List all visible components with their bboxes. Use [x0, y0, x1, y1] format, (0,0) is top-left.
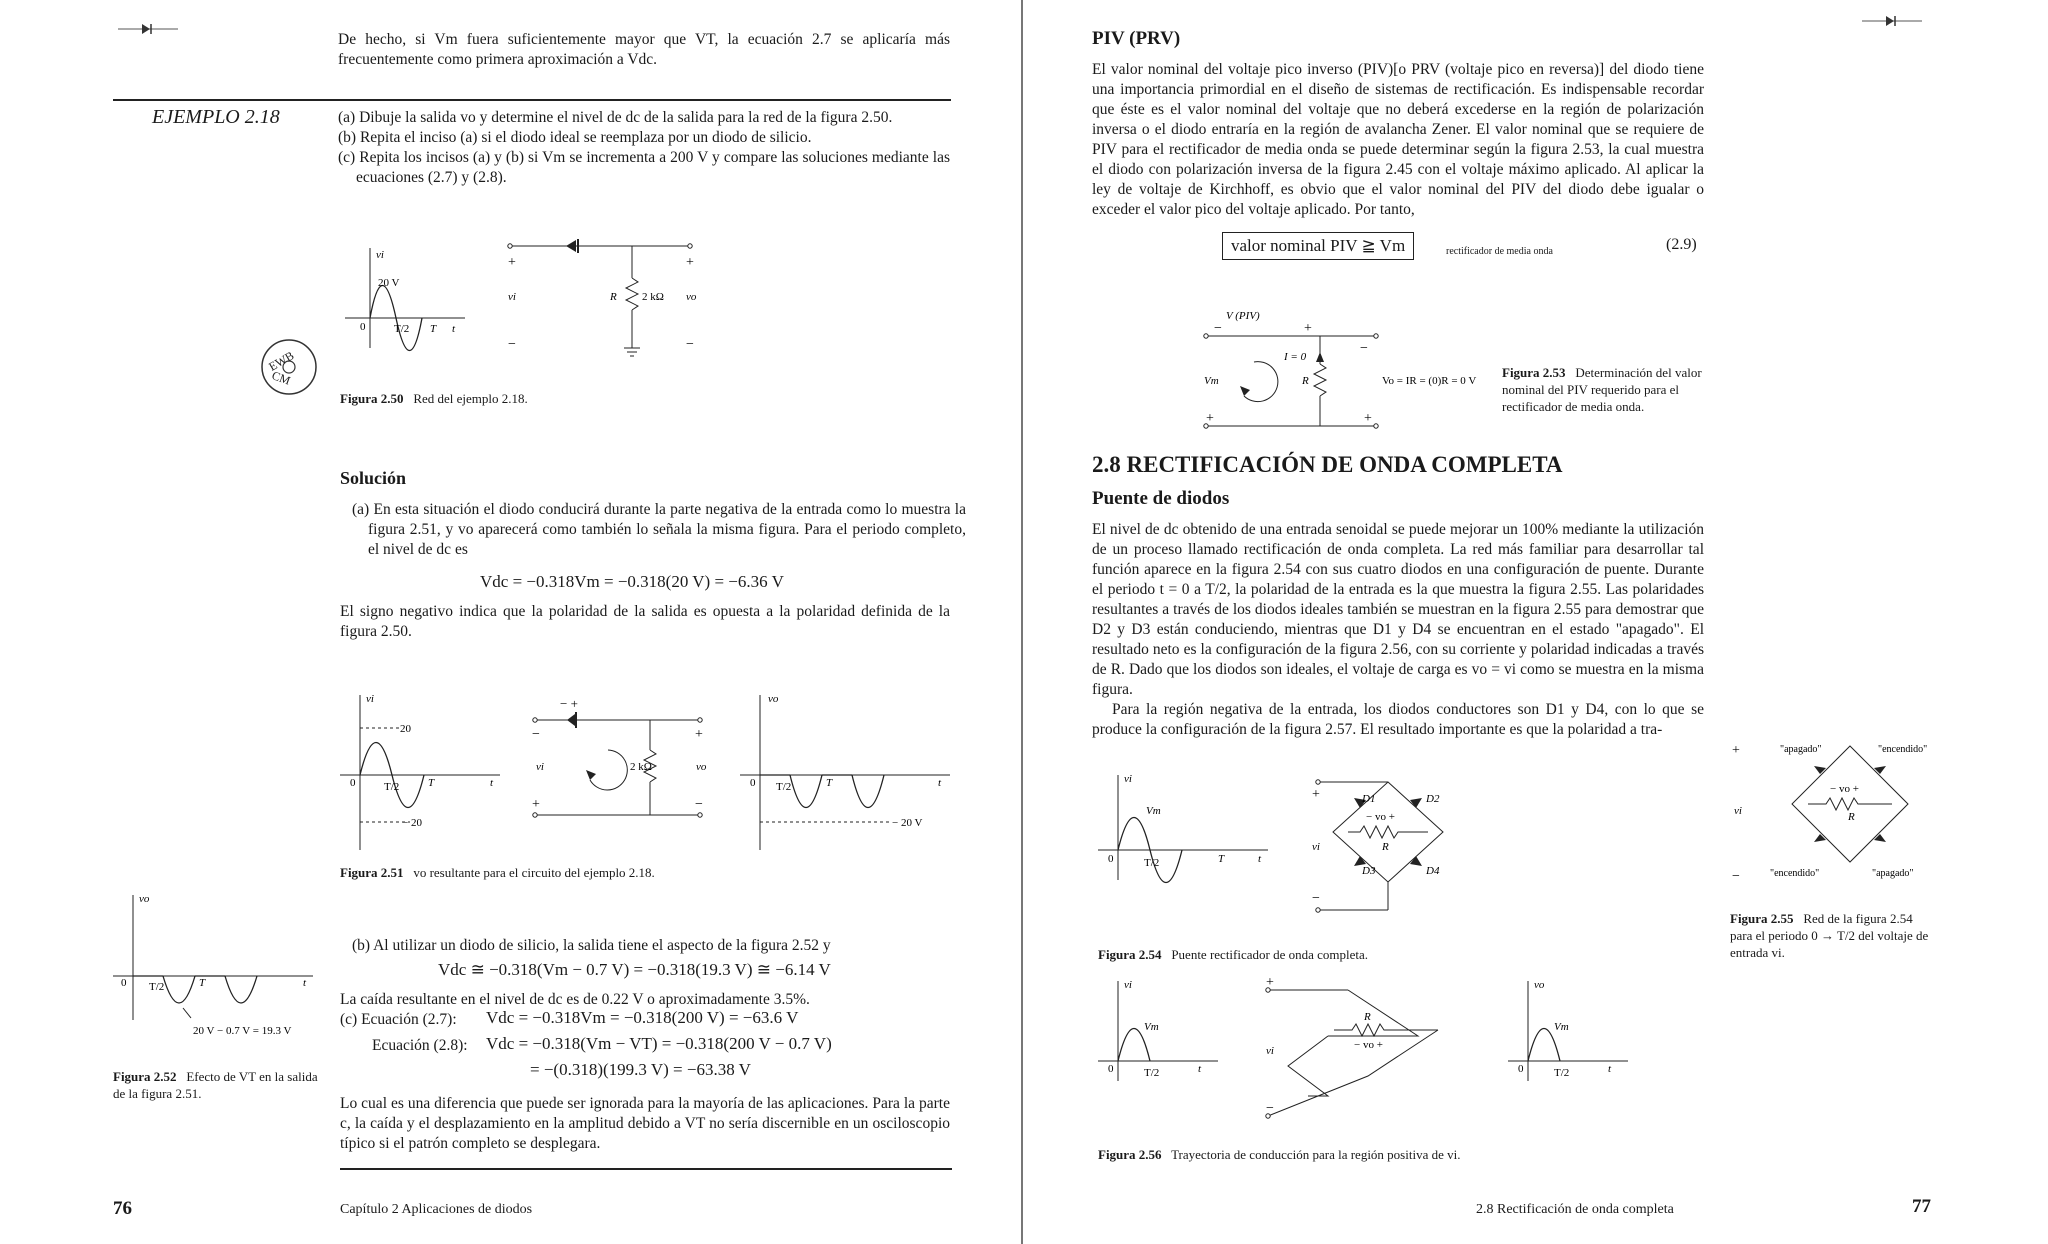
svg-text:+: + — [1364, 411, 1372, 426]
svg-text:+: + — [1304, 321, 1312, 336]
svg-text:+: + — [1732, 743, 1740, 758]
figure-2-54 — [1098, 770, 1478, 930]
fig250-minus-out: − — [686, 337, 694, 352]
fig250-minus-in: − — [508, 337, 516, 352]
svg-text:− vo +: − vo + — [1354, 1039, 1383, 1051]
svg-text:+: + — [1206, 411, 1214, 426]
fig250-peak: 20 V — [378, 277, 400, 289]
svg-text:−: − — [1732, 869, 1740, 884]
svg-text:vo: vo — [768, 693, 779, 705]
fig250-caption-num: Figura 2.50 — [340, 391, 404, 406]
svg-text:0: 0 — [1518, 1063, 1524, 1075]
svg-text:"apagado": "apagado" — [1872, 868, 1914, 879]
svg-text:EWB: EWB — [266, 348, 297, 374]
example-bottom-rule — [340, 1168, 952, 1170]
example-item-a: (a) Dibuje la salida vo y determine el nivel de dc de la salida para la red de la figura 2.50. — [338, 109, 893, 126]
figure-2-52 — [113, 890, 323, 1040]
fig250-R: R — [610, 291, 617, 303]
svg-text:vi: vi — [1124, 773, 1132, 785]
svg-text:"apagado": "apagado" — [1780, 744, 1822, 755]
equation-c1: Vdc = −0.318Vm = −0.318(200 V) = −63.6 V — [486, 1008, 799, 1027]
fig250-zero: 0 — [360, 321, 366, 333]
svg-text:t: t — [303, 977, 307, 989]
svg-text:vi: vi — [536, 761, 544, 773]
solution-a2: El signo negativo indica que la polaridad de la salida es opuesta a la polaridad definida de la figura 2.50. — [340, 603, 950, 640]
fig250-plus-in: + — [508, 255, 516, 270]
piv-equation-number: (2.9) — [1666, 236, 1697, 253]
svg-text:+: + — [1266, 976, 1274, 990]
svg-text:+: + — [1312, 787, 1320, 802]
piv-paragraph: El valor nominal del voltaje pico inverso (PIV)[o PRV (voltaje pico en reversa)] del diodo tiene una importancia primordial en el diseño de sistemas de rectificación. Es indispensable recordar que éste es el valor nominal del voltaje que no deberá excederse en la región de polarización inversa o el diodo entraría en la región de avalancha Zener. El valor nominal que se requiere de PIV para el rectificador de media onda se puede determinar según la figura 2.53, la cual muestra el diodo con polarización inversa de la figura 2.45 con el voltaje máximo aplicado. Al aplicar la ley de voltaje de Kirchhoff, es obvio que el valor nominal del PIV del diodo debe igualar o exceder el valor pico del voltaje aplicado. Por tanto, — [1092, 61, 1704, 218]
example-items — [338, 108, 950, 188]
fig256-caption: Figura 2.56 Trayectoria de conducción para la región positiva de vi. — [1098, 1147, 1461, 1162]
svg-text:T/2: T/2 — [1144, 857, 1160, 869]
fig250-caption — [340, 390, 528, 407]
svg-text:+: + — [695, 727, 703, 742]
svg-text:− vo +: − vo + — [1366, 811, 1395, 823]
equation-a: Vdc = −0.318Vm = −0.318(20 V) = −6.36 V — [480, 572, 784, 591]
svg-text:Vm: Vm — [1554, 1021, 1569, 1033]
svg-text:R: R — [1302, 375, 1309, 387]
svg-text:vi: vi — [1266, 1045, 1274, 1057]
svg-text:CM: CM — [269, 368, 293, 388]
svg-text:−: − — [1312, 891, 1320, 906]
svg-text:20 V − 0.7 V = 19.3 V: 20 V − 0.7 V = 19.3 V — [193, 1025, 292, 1037]
svg-text:0: 0 — [1108, 1063, 1114, 1075]
diode-marker-icon — [1862, 14, 1922, 28]
svg-text:D2: D2 — [1426, 793, 1440, 805]
equation-c3: = −(0.318)(199.3 V) = −63.38 V — [530, 1060, 751, 1079]
svg-text:vi: vi — [366, 693, 374, 705]
svg-text:Vo = IR = (0)R = 0 V: Vo = IR = (0)R = 0 V — [1382, 375, 1477, 387]
svg-text:I = 0: I = 0 — [1284, 351, 1307, 363]
example-item-c: (c) Repita los incisos (a) y (b) si Vm se incrementa a 200 V y compare las soluciones mediante las ecuaciones (2.7) y (2.8). — [338, 149, 950, 186]
book-spine — [1021, 0, 1023, 1244]
svg-text:"encendido": "encendido" — [1770, 868, 1820, 879]
svg-text:0: 0 — [121, 977, 127, 989]
svg-text:vi: vi — [1734, 805, 1742, 817]
conclusion-paragraph: Lo cual es una diferencia que puede ser ignorada para la mayoría de las aplicaciones. Para la parte c, la caída y el desplazamiento en la amplitud debido a VT no sería discernible en un osciloscopio típico si el patrón completo se desplegara. — [340, 1095, 950, 1152]
svg-text:t: t — [490, 777, 494, 789]
figure-2-55 — [1730, 740, 1950, 890]
bridge-paragraph-2: Para la región negativa de la entrada, los diodos conductores son D1 y D4, con lo que se produce la configuración de la figura 2.57. El resultado importante es que la polaridad a tra- — [1092, 701, 1704, 738]
svg-text:vi: vi — [1312, 841, 1320, 853]
svg-text:−: − — [1214, 321, 1222, 336]
fig250-caption-text: Red del ejemplo 2.18. — [413, 391, 528, 406]
svg-text:T/2: T/2 — [384, 781, 400, 793]
fig250-t-end: T — [430, 323, 437, 335]
svg-text:0: 0 — [350, 777, 356, 789]
section-heading: 2.8 RECTIFICACIÓN DE ONDA COMPLETA — [1092, 452, 1563, 477]
svg-text:t: t — [1198, 1063, 1202, 1075]
svg-text:−: − — [1360, 341, 1368, 356]
svg-text:t: t — [938, 777, 942, 789]
figure-2-53 — [1196, 304, 1496, 432]
svg-text:2 kΩ: 2 kΩ — [630, 761, 652, 773]
solution-a: (a) En esta situación el diodo conducirá durante la parte negativa de la entrada como lo muestra la figura 2.51, y vo aparecerá como también lo señala la misma figura. Para el periodo completo, el nivel de dc es — [352, 501, 966, 558]
svg-text:− vo +: − vo + — [1830, 783, 1859, 795]
equation-b: Vdc ≅ −0.318(Vm − 0.7 V) = −0.318(19.3 V) ≅ −6.14 V — [438, 960, 831, 979]
piv-equation-note: rectificador de media onda — [1446, 246, 1553, 257]
fig250-plus-out: + — [686, 255, 694, 270]
figure-2-50 — [340, 238, 720, 378]
fig251-caption: Figura 2.51 vo resultante para el circuito del ejemplo 2.18. — [340, 865, 655, 880]
fig250-vi-circuit: vi — [508, 291, 516, 303]
fig254-caption: Figura 2.54 Puente rectificador de onda completa. — [1098, 947, 1369, 962]
svg-text:− +: − + — [560, 696, 578, 711]
svg-text:t: t — [1258, 853, 1262, 865]
svg-text:−: − — [695, 797, 703, 812]
footer-right: 2.8 Rectificación de onda completa — [1476, 1202, 1674, 1217]
fig253-caption: Figura 2.53 Determinación del valor nominal del PIV requerido para el rectificador de media onda. — [1502, 365, 1702, 414]
svg-text:0: 0 — [750, 777, 756, 789]
example-label: EJEMPLO 2.18 — [152, 106, 280, 128]
fig250-half-t: T/2 — [394, 323, 410, 335]
svg-text:Vm: Vm — [1146, 805, 1161, 817]
svg-text:−: − — [1266, 1101, 1274, 1116]
svg-text:T/2: T/2 — [149, 981, 165, 993]
figure-2-56 — [1098, 976, 1638, 1126]
svg-text:T: T — [1218, 853, 1225, 865]
intro-paragraph: De hecho, si Vm fuera suficientemente mayor que VT, la ecuación 2.7 se aplicaría más frecuentemente como primera aproximación a Vdc. — [338, 31, 950, 68]
piv-heading: PIV (PRV) — [1092, 28, 1181, 49]
ewb-cd-logo — [260, 338, 318, 396]
eq-c1-label: (c) Ecuación (2.7): — [340, 1011, 457, 1028]
solution-b2: La caída resultante en el nivel de dc es de 0.22 V o aproximadamente 3.5%. — [340, 991, 810, 1008]
example-top-rule — [113, 99, 951, 101]
svg-text:t: t — [1608, 1063, 1612, 1075]
svg-text:− 20: − 20 — [402, 817, 422, 829]
svg-text:20: 20 — [400, 723, 411, 735]
svg-text:R: R — [1364, 1011, 1371, 1023]
fig250-res: 2 kΩ — [642, 291, 664, 303]
fig250-vo: vo — [686, 291, 697, 303]
svg-text:T/2: T/2 — [1554, 1067, 1570, 1079]
svg-text:D4: D4 — [1426, 865, 1440, 877]
svg-text:−: − — [532, 727, 540, 742]
figure-2-51 — [340, 690, 960, 860]
subsection-heading: Puente de diodos — [1092, 488, 1230, 509]
svg-text:"encendido": "encendido" — [1878, 744, 1928, 755]
eq-c2-label: Ecuación (2.8): — [372, 1037, 468, 1054]
svg-text:Vm: Vm — [1144, 1021, 1159, 1033]
svg-text:T: T — [428, 777, 435, 789]
svg-text:T: T — [199, 977, 206, 989]
page-number-left: 76 — [113, 1198, 132, 1219]
bridge-paragraph: El nivel de dc obtenido de una entrada senoidal se puede mejorar un 100% mediante la utilización de un proceso llamado rectificación de onda completa. La red más familiar para desarrollar tal función aparece en la figura 2.54 con sus cuatro diodos en una configuración de puente. Durante el periodo t = 0 a T/2, la polaridad de la entrada es la que muestra la figura 2.55. Las polaridades resultantes a través de los diodos ideales también se muestran en la figura 2.55 para demostrar que D2 y D3 están conduciendo, mientras que D1 y D4 se encuentran en el estado "apagado". El resultado neto es la configuración de la figura 2.56, con su corriente y polaridad indicadas a través de R. Dado que los diodos son ideales, el voltaje de carga es vo = vi como se muestra en la misma figura. — [1092, 521, 1704, 698]
piv-equation: valor nominal PIV ≧ Vm — [1222, 232, 1414, 260]
example-item-b: (b) Repita el inciso (a) si el diodo ideal se reemplaza por un diodo de silicio. — [338, 129, 812, 146]
svg-text:vo: vo — [696, 761, 707, 773]
solution-b: (b) Al utilizar un diodo de silicio, la salida tiene el aspecto de la figura 2.52 y — [352, 937, 831, 954]
svg-text:0: 0 — [1108, 853, 1114, 865]
svg-text:D1: D1 — [1362, 793, 1376, 805]
svg-text:D3: D3 — [1362, 865, 1376, 877]
footer-left: Capítulo 2 Aplicaciones de diodos — [340, 1202, 533, 1217]
page-number-right: 77 — [1912, 1196, 1931, 1217]
svg-text:R: R — [1382, 841, 1389, 853]
svg-text:R: R — [1848, 811, 1855, 823]
svg-text:T/2: T/2 — [1144, 1067, 1160, 1079]
svg-text:T: T — [826, 777, 833, 789]
fig250-vi: vi — [376, 249, 384, 261]
svg-text:vi: vi — [1124, 979, 1132, 991]
svg-text:V (PIV): V (PIV) — [1226, 310, 1260, 322]
svg-text:+: + — [532, 797, 540, 812]
svg-text:vo: vo — [1534, 979, 1545, 991]
diode-marker-icon — [118, 22, 178, 36]
svg-text:vo: vo — [139, 893, 150, 905]
fig252-caption: Figura 2.52 Efecto de VT en la salida de la figura 2.51. — [113, 1069, 318, 1101]
svg-text:T/2: T/2 — [776, 781, 792, 793]
fig250-t: t — [452, 323, 456, 335]
svg-text:− 20 V: − 20 V — [892, 817, 923, 829]
fig255-caption: Figura 2.55 Red de la figura 2.54 para el periodo 0 → T/2 del voltaje de entrada vi. — [1730, 911, 1929, 960]
solution-heading: Solución — [340, 468, 407, 488]
equation-c2: Vdc = −0.318(Vm − VT) = −0.318(200 V − 0.7 V) — [486, 1034, 832, 1053]
svg-text:Vm: Vm — [1204, 375, 1219, 387]
